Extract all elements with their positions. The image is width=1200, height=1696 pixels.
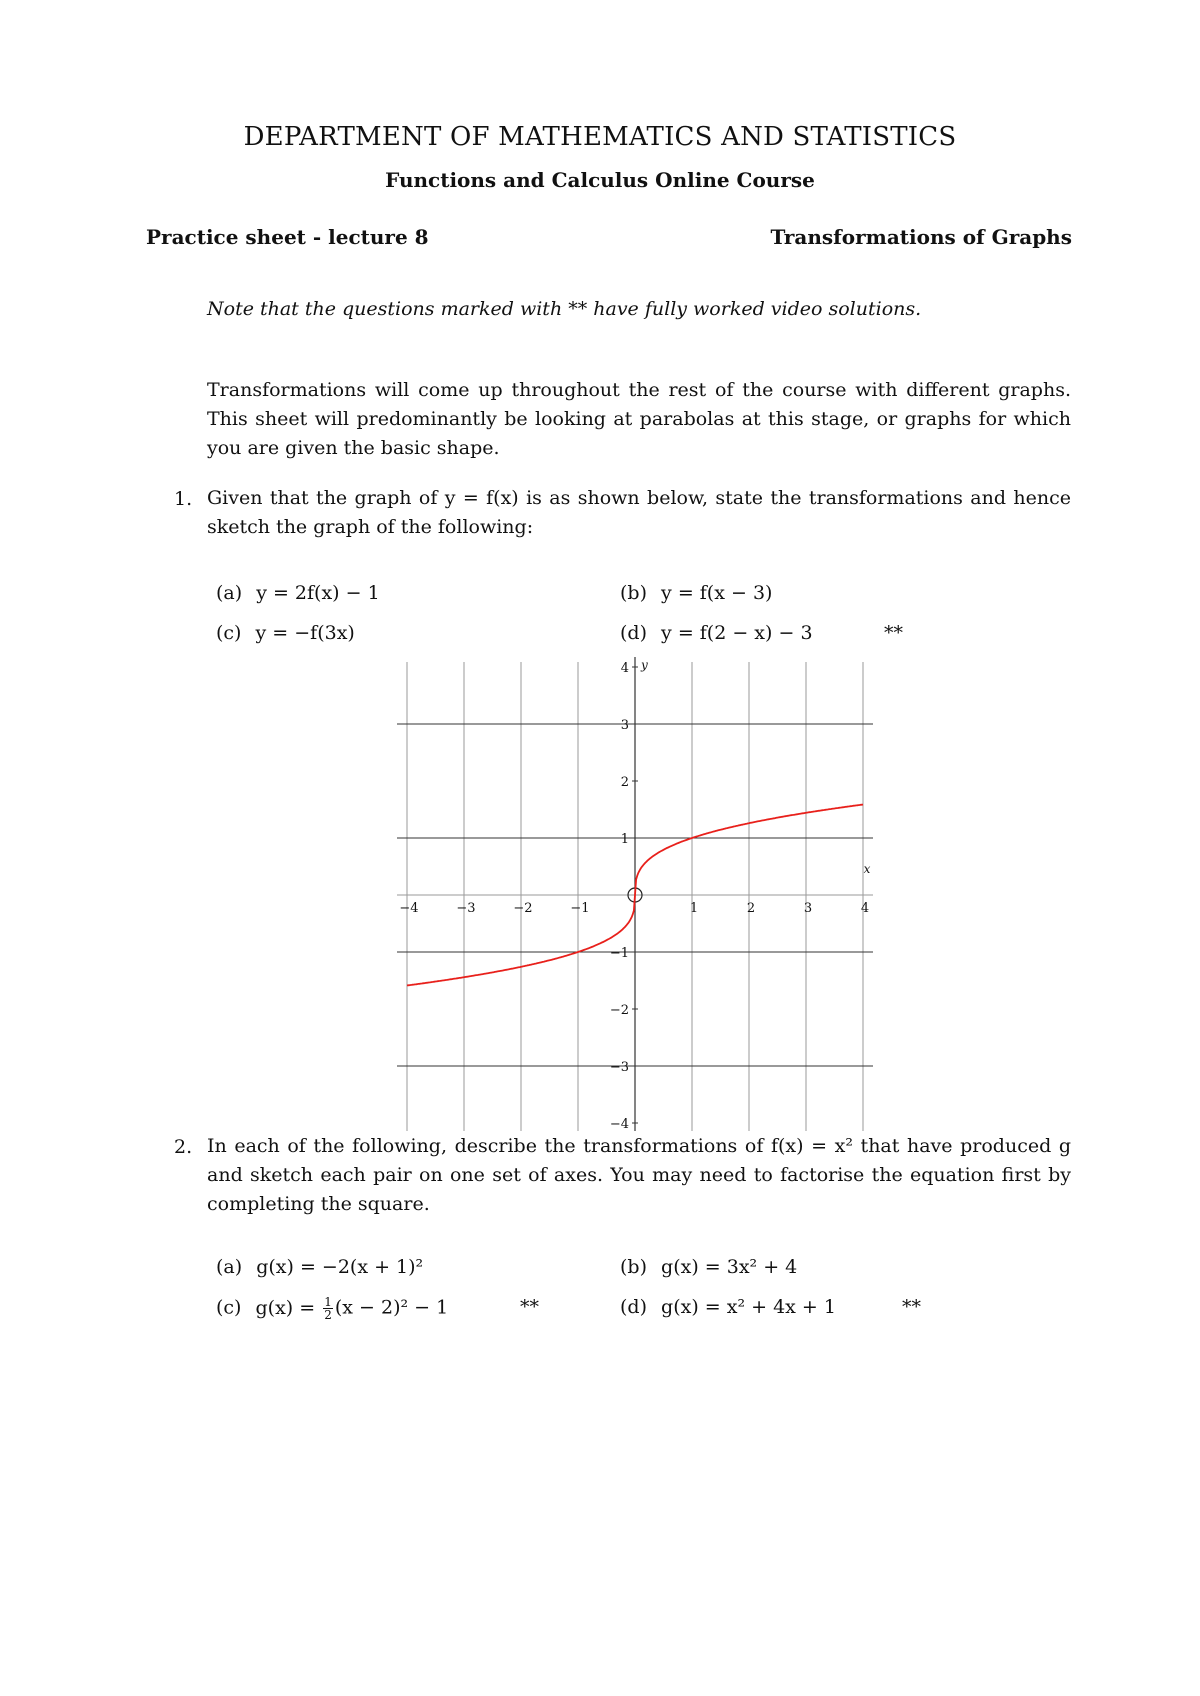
x-tick-label: 2 — [746, 901, 756, 916]
fraction-numerator: 1 — [324, 1295, 332, 1309]
fraction-denominator: 2 — [324, 1308, 332, 1322]
y-tick-label: 4 — [620, 661, 629, 676]
part-label: (b) — [620, 582, 647, 604]
x-tick-label: −2 — [513, 901, 533, 916]
y-tick-label: 1 — [620, 832, 629, 847]
part-expression: g(x) = −2(x + 1)² — [256, 1256, 424, 1278]
y-axis-label: y — [641, 658, 648, 672]
part-label: (a) — [216, 1256, 243, 1278]
y-tick-label: −3 — [609, 1060, 629, 1075]
x-axis-label: x — [863, 862, 871, 876]
part-expression-suffix: (x − 2)² − 1 — [334, 1296, 449, 1319]
question-1-part-c — [216, 622, 355, 644]
intro-paragraph: Transformations will come up throughout the rest of the course with different graphs. This sheet will predominantly be looking at parabolas at this stage, or graphs for which you are given the basic shape. — [207, 379, 1071, 459]
y-tick-label: 3 — [620, 718, 629, 733]
part-label: (b) — [620, 1256, 647, 1278]
sheet-title: Practice sheet - lecture 8 — [146, 225, 429, 249]
x-tick-label: 1 — [689, 901, 699, 916]
topic-title: Transformations of Graphs — [770, 225, 1072, 249]
part-expression: y = −f(3x) — [255, 622, 355, 644]
question-2-part-c — [216, 1296, 448, 1321]
x-tick-label: −4 — [399, 901, 419, 916]
course-title: Functions and Calculus Online Course — [385, 168, 815, 192]
part-label: (d) — [620, 1296, 647, 1318]
x-tick-label: 4 — [860, 901, 870, 916]
video-solution-marker: ** — [902, 1296, 921, 1318]
question-2-part-d — [620, 1296, 836, 1318]
question-1-text: Given that the graph of y = f(x) is as shown below, state the transformations and hence sketch the graph of the following: — [207, 487, 1071, 538]
x-tick-label: −1 — [570, 901, 590, 916]
question-2-part-b — [620, 1256, 797, 1278]
x-tick-label: −3 — [456, 901, 476, 916]
one-half-fraction — [323, 1296, 333, 1321]
part-label: (c) — [216, 1296, 242, 1319]
question-1-part-a — [216, 582, 380, 604]
part-expression: y = 2f(x) − 1 — [256, 582, 380, 604]
part-label: (a) — [216, 582, 243, 604]
y-tick-label: −1 — [609, 946, 629, 961]
part-expression: g(x) = x² + 4x + 1 — [661, 1296, 836, 1318]
question-1-part-b — [620, 582, 772, 604]
x-tick-label: 3 — [803, 901, 813, 916]
part-expression-prefix: g(x) = — [255, 1296, 322, 1319]
question-1-part-d — [620, 622, 813, 644]
question-1-number: 1. — [174, 488, 193, 510]
y-tick-label: −4 — [609, 1117, 629, 1132]
question-2-part-a — [216, 1256, 423, 1278]
video-solutions-note: Note that the questions marked with ** have fully worked video solutions. — [207, 298, 922, 320]
question-2-text: In each of the following, describe the transformations of f(x) = x² that have produced g and sketch each pair on one set of axes. You may need to factorise the equation first by completing the square. — [207, 1135, 1071, 1215]
part-expression: y = f(2 − x) − 3 — [661, 622, 813, 644]
part-expression: y = f(x − 3) — [661, 582, 773, 604]
y-tick-label: 2 — [620, 775, 629, 790]
part-label: (d) — [620, 622, 647, 644]
part-expression: g(x) = 3x² + 4 — [661, 1256, 798, 1278]
video-solution-marker: ** — [884, 622, 903, 644]
function-graph — [390, 658, 890, 1132]
video-solution-marker: ** — [520, 1296, 539, 1318]
question-2-number: 2. — [174, 1136, 193, 1158]
department-title: DEPARTMENT OF MATHEMATICS AND STATISTICS — [243, 122, 957, 152]
part-label: (c) — [216, 622, 242, 644]
y-tick-label: −2 — [609, 1003, 629, 1018]
